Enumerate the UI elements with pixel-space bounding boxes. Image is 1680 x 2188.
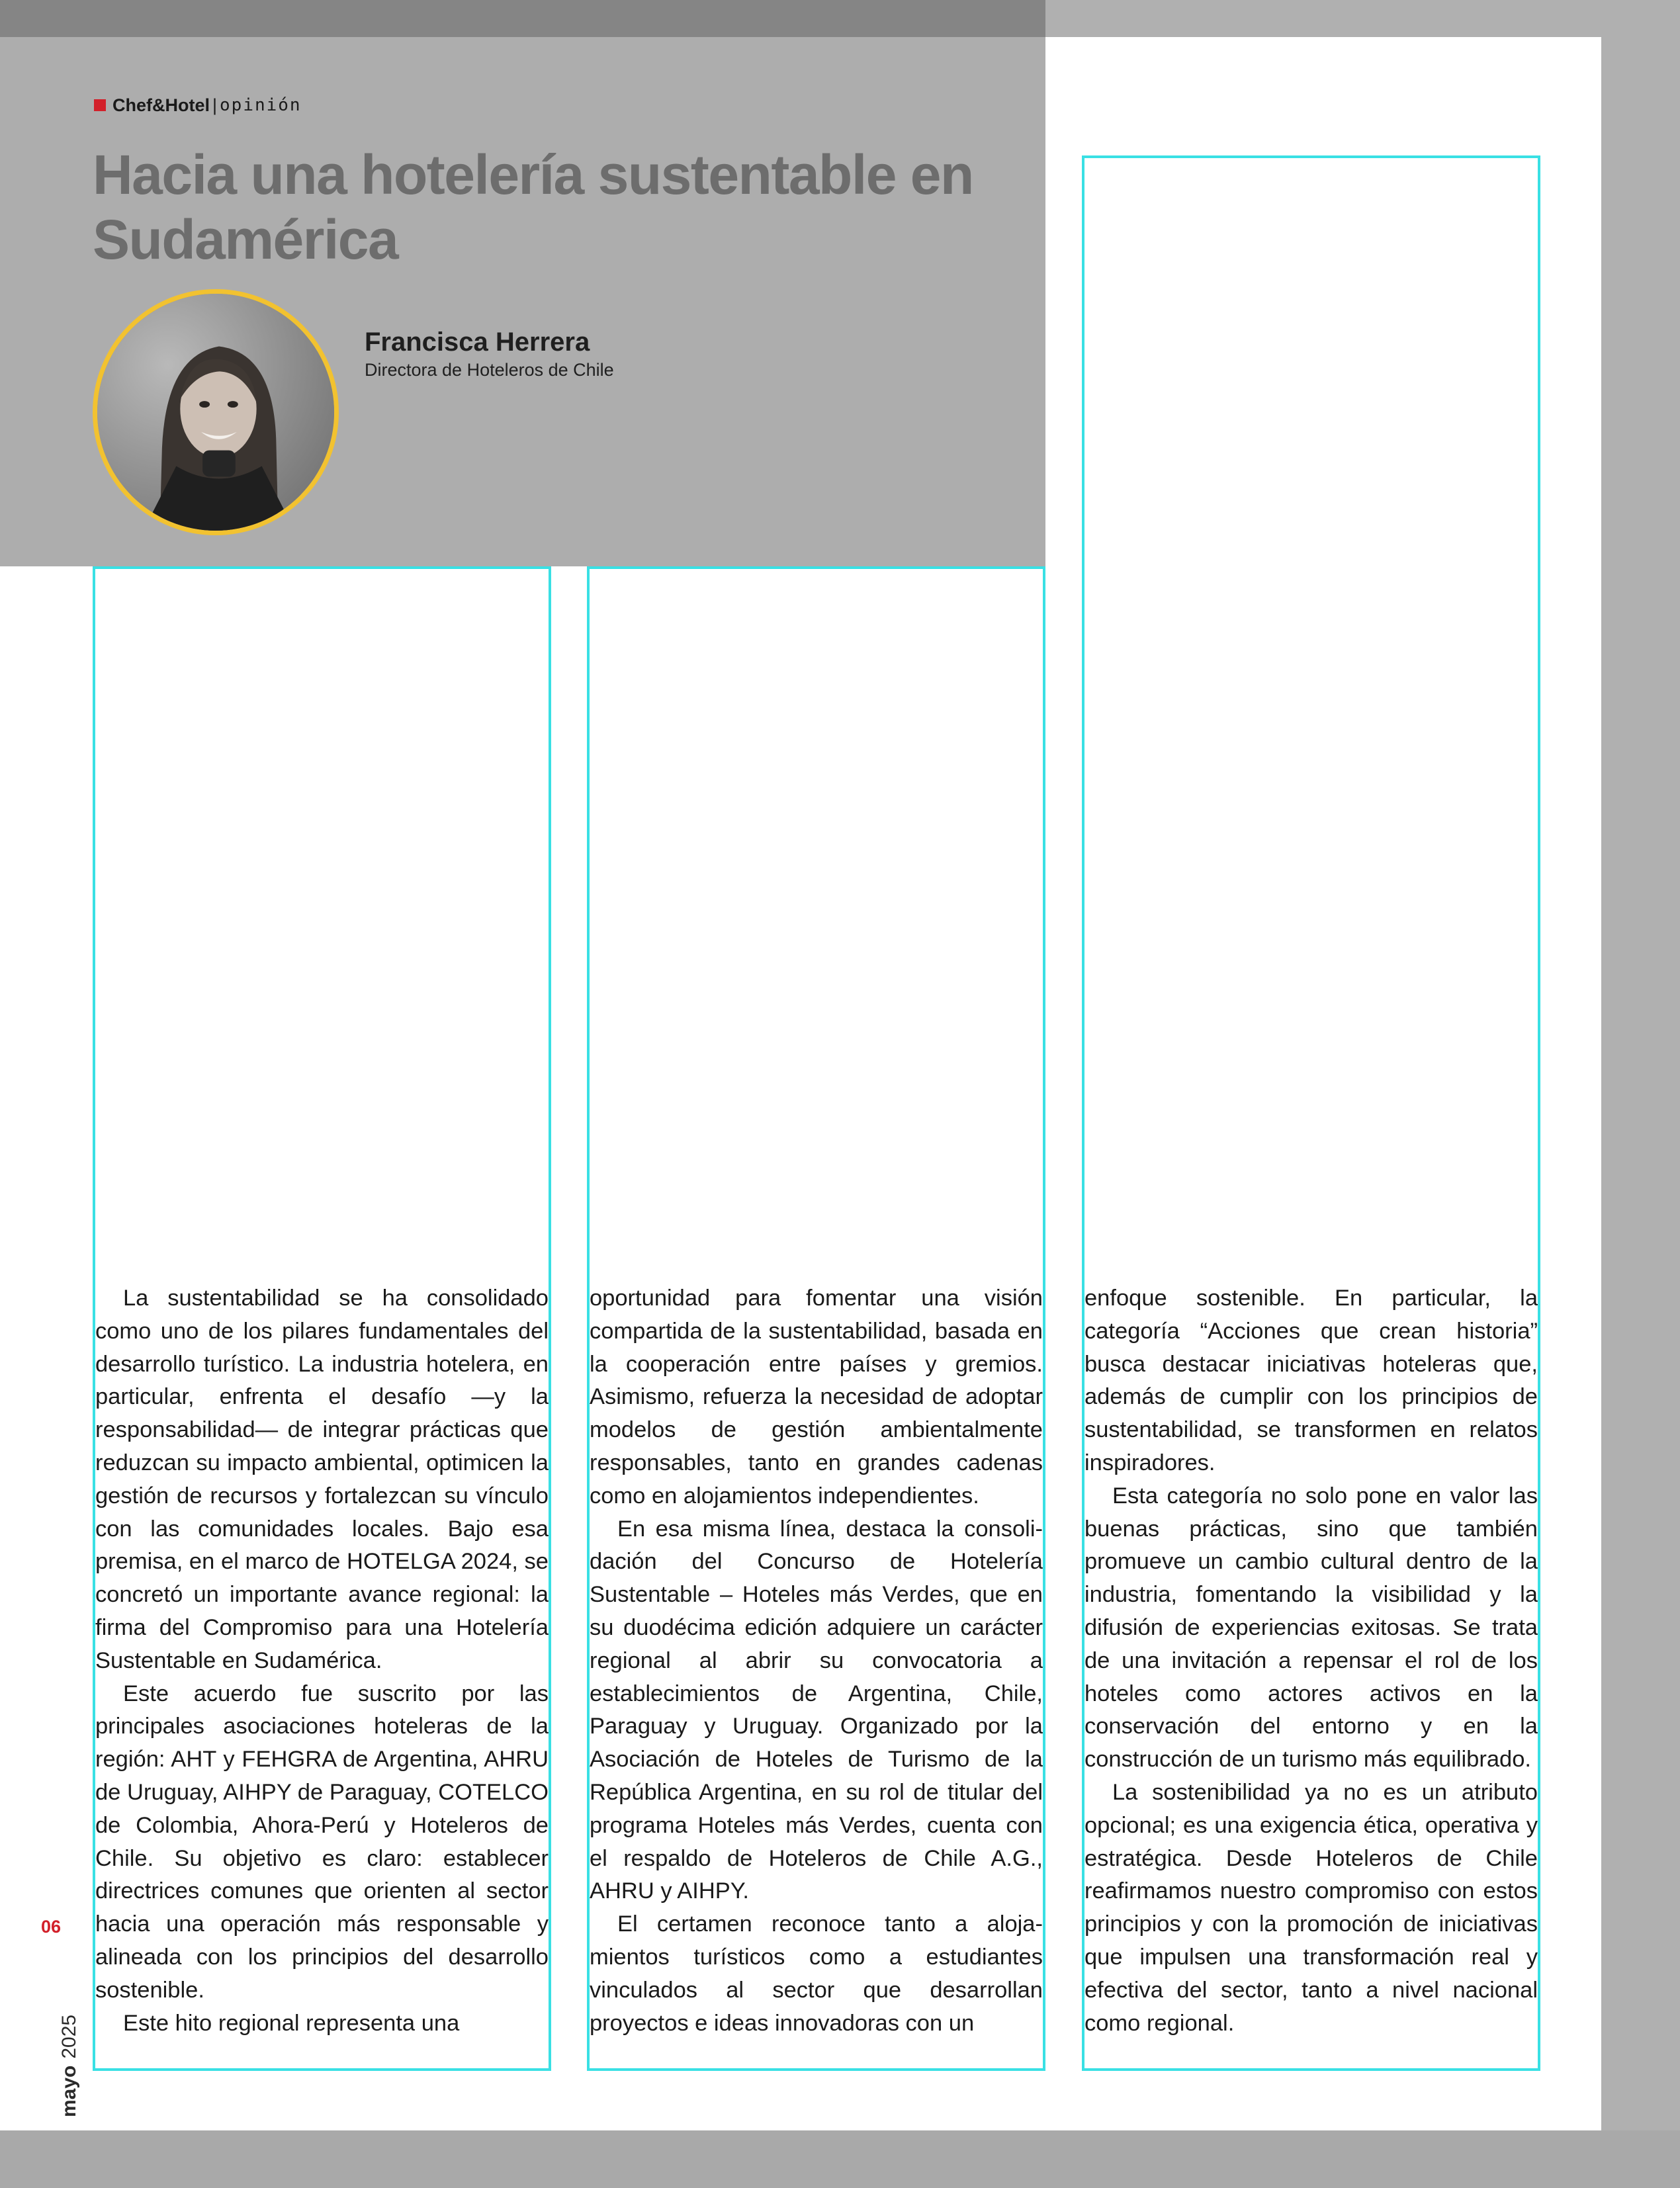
page-number: 06 bbox=[41, 1917, 62, 1937]
text-column-2 bbox=[590, 1282, 1043, 2070]
body-paragraph: La sustentabilidad se ha consolidado como uno de los pilares fundamentales del desarrollo turístico. La industria hotelera, en particular, enfrenta el desafío —y la responsabilidad— de integrar prácticas que reduzcan su impacto ambiental, optimicen la gestión de recursos y fortalezcan su vínculo con las comunidades locales. Bajo esa premisa, en el marco de HOTELGA 2024, se concretó un importante avance regional: la firma del Compromiso para una Hotelería Sustentable en Sudamérica. bbox=[95, 1286, 549, 1673]
body-paragraph: Este hito regional representa una bbox=[123, 2010, 460, 2036]
text-column-3 bbox=[1084, 1282, 1538, 2070]
author-avatar bbox=[93, 289, 339, 535]
author-role: Directora de Hoteleros de Chile bbox=[365, 360, 614, 380]
body-paragraph: En esa misma línea, destaca la consolidación del Concurso de Hotelería Sustentable – Hoteles más Verdes, que en su duodécima edición adquiere un carácter regional al abrir su convocatoria a establecimientos de Argentina, Chile, Paraguay y Uruguay. Organizado por la Asociación de Hoteles de Turismo de la República Argentina, en su rol de titular del programa Hoteles más Verdes, cuenta con el respaldo de Hoteleros de Chile A.G., AHRU y AIHPY. bbox=[590, 1516, 1043, 1904]
author-portrait-icon bbox=[97, 294, 334, 531]
text-column-1 bbox=[95, 1282, 549, 2070]
issue-date bbox=[58, 2015, 81, 2117]
bottom-bar bbox=[0, 2130, 1680, 2188]
top-bar bbox=[0, 0, 1045, 37]
section-separator: | bbox=[212, 95, 218, 115]
author-name: Francisca Herrera bbox=[365, 328, 590, 357]
section-brand: Chef&Hotel bbox=[112, 95, 210, 115]
body-paragraph: La sostenibilidad ya no es un atributo opcional; es una exigencia ética, operativa y estratégica. Desde Hoteleros de Chile reafirmamos nuestro compromiso con estos principios y con la promoción de iniciativas que impulsen una transformación real y efectiva del sector, tanto a nivel nacional como regional. bbox=[1084, 1779, 1538, 2036]
body-paragraph: El certamen reconoce tanto a alojamientos turísticos como a estudiantes vinculados al sector que desarrollan proyectos e ideas innovadoras con un bbox=[590, 1911, 1043, 2036]
body-paragraph: Este acuerdo fue suscrito por las principales asociaciones hoteleras de la región: AHT y FEHGRA de Argentina, AHRU de Uruguay, AIHPY de Paraguay, COTELCO de Colombia, Ahora-Perú y Hoteleros de Chile. Su objetivo es claro: establecer directrices comunes que orienten al sector hacia una operación más responsable y alineada con los principios del desarrollo sostenible. bbox=[95, 1681, 549, 2003]
body-paragraph: oportunidad para fomentar una visión compartida de la sustentabilidad, basada en la cooperación entre países y gremios. Asimismo, refuerza la necesidad de adoptar modelos de gestión ambientalmente responsables, tanto en grandes cadenas como en alojamientos independientes. bbox=[590, 1286, 1043, 1509]
body-paragraph: enfoque sostenible. En particular, la categoría “Acciones que crean historia” busca destacar iniciativas hoteleras que, además de cumplir con los principios de sustentabilidad, se transformen en relatos inspiradores. bbox=[1084, 1286, 1538, 1475]
article-title: Hacia una hotelería sustentable en Sudamérica bbox=[93, 144, 973, 271]
issue-year: 2025 bbox=[58, 2014, 80, 2059]
issue-month: mayo bbox=[58, 2065, 80, 2117]
section-label bbox=[94, 94, 302, 116]
section-square-icon bbox=[94, 99, 106, 111]
section-kind: opinión bbox=[220, 95, 302, 115]
body-paragraph: Esta categoría no solo pone en valor las buenas prácticas, sino que también promueve un cambio cultural dentro de la industria, fomentando la visibilidad y la difusión de experiencias exitosas. Se trata de una invitación a repensar el rol de los hoteles como actores activos en la conservación del entorno y en la construcción de un turismo más equilibrado. bbox=[1084, 1483, 1538, 1772]
